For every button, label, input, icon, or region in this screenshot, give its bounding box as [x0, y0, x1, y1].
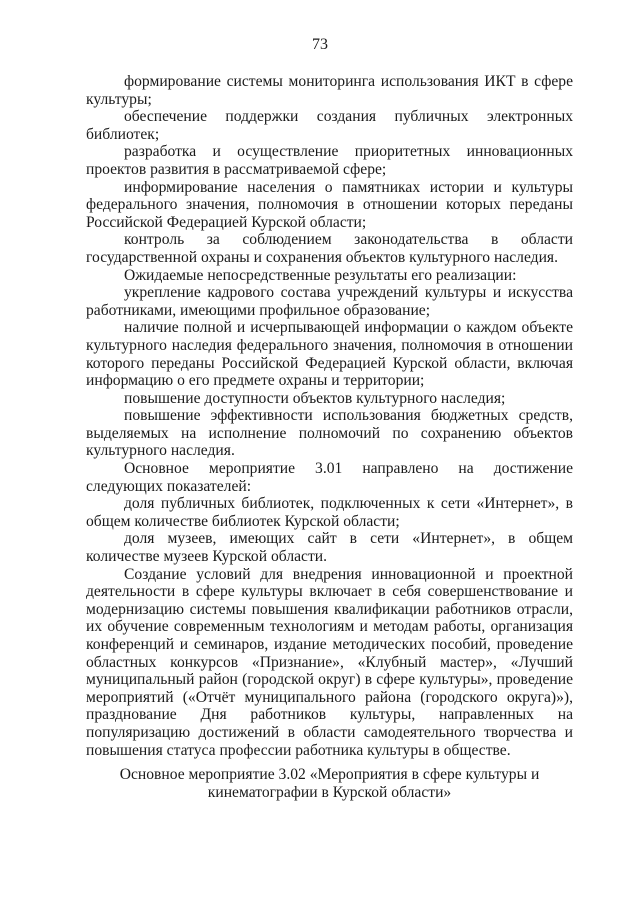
paragraph: Ожидаемые непосредственные результаты его реализации: [124, 266, 517, 284]
paragraph: доля музеев, имеющих сайт в сети «Интернет», в общем количестве музеев Курской области. [86, 530, 573, 566]
paragraph: повышение доступности объектов культурного наследия; [124, 389, 506, 407]
paragraph: повышение эффективности использования бюджетных средств, выделяемых на исполнение полномочий по сохранению объектов культурного наследия. [86, 407, 573, 460]
paragraph: контроль за соблюдением законодательства в области государственной охраны и сохранения объектов культурного наследия. [86, 231, 573, 266]
paragraph: разработка и осуществление приоритетных инновационных проектов развития в рассматриваемой сфере; [86, 143, 573, 178]
body-text [86, 73, 573, 759]
paragraph: формирование системы мониторинга использования ИКТ в сфере культуры; [86, 73, 573, 108]
paragraph: Основное мероприятие 3.01 направлено на достижение следующих показателей: [86, 460, 573, 495]
section-heading-text: Основное мероприятие 3.02 «Мероприятия в сфере культуры и кинематографии в Курской области» [119, 766, 540, 801]
paragraph: доля публичных библиотек, подключенных к сети «Интернет», в общем количестве библиотек Курской области; [86, 495, 573, 530]
paragraph: укрепление кадрового состава учреждений культуры и искусства работниками, имеющими профильное образование; [86, 284, 573, 319]
paragraph: Создание условий для внедрения инновационной и проектной деятельности в сфере культуры включает в себя совершенствование и модернизацию системы повышения квалификации работников отрасли, их обучение современным технологиям и методам работы, организация конференций и семинаров, издание методических пособий, проведение областных конкурсов «Признание», «Клубный мастер», «Лучший муниципальный район (городской округ) в сфере культуры», проведение мероприятий («Отчёт муниципального района (городского округа)»), празднование Дня работников культуры, направленных на популяризацию достижений в области самодеятельного творчества и повышения статуса профессии работника культуры в обществе. [86, 565, 573, 759]
paragraph: обеспечение поддержки создания публичных электронных библиотек; [86, 108, 573, 143]
section-heading [86, 766, 573, 801]
paragraph: наличие полной и исчерпывающей информации о каждом объекте культурного наследия федерального значения, полномочия в отношении которого переданы Российской Федерацией Курской области, включая информацию о его предмете охраны и территории; [86, 319, 573, 390]
paragraph: информирование населения о памятниках истории и культуры федерального значения, полномочия в отношении которых переданы Российской Федерацией Курской области; [86, 178, 573, 231]
page-number: 73 [312, 36, 328, 53]
